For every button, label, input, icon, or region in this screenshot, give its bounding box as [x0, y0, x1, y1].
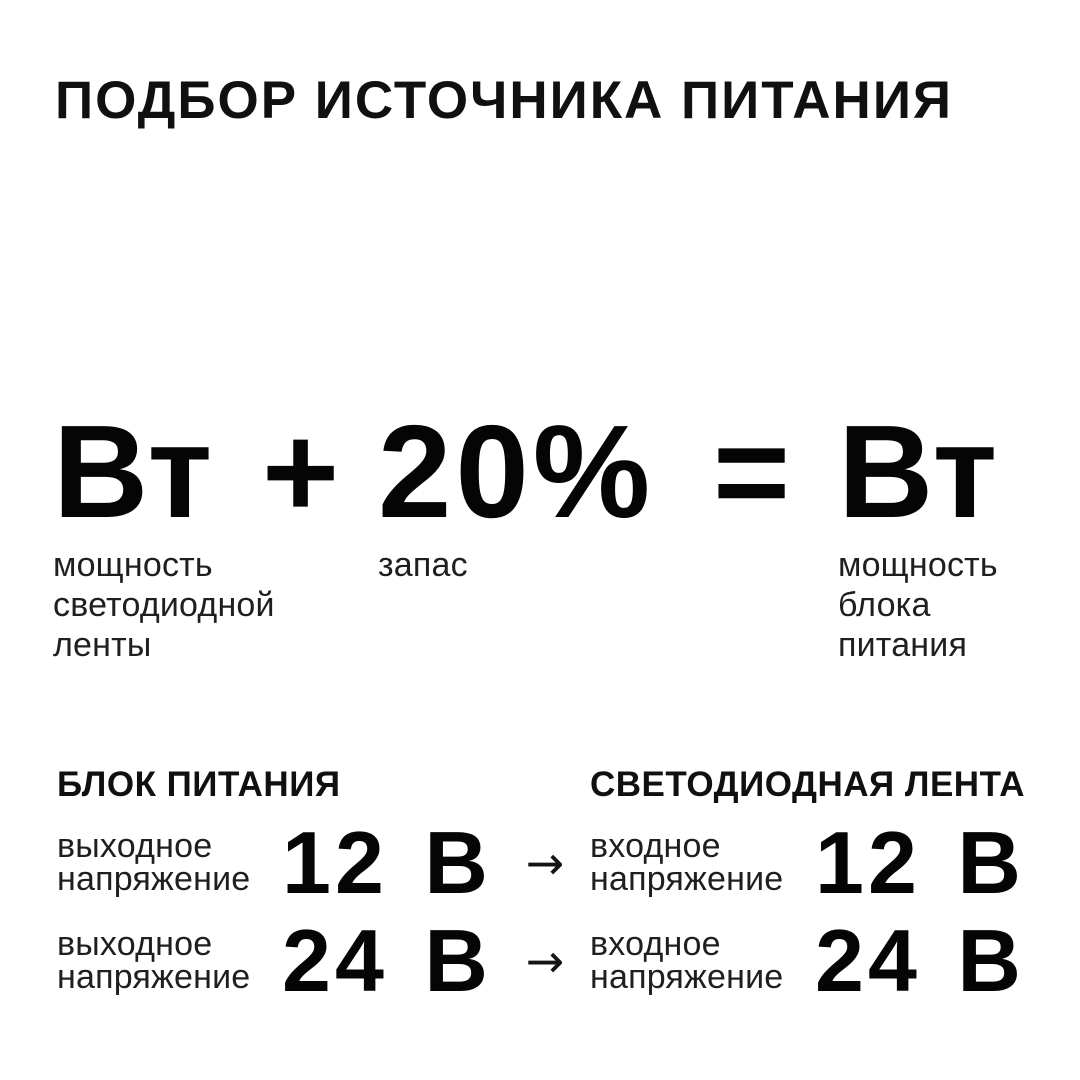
label-line: входное — [590, 827, 721, 865]
label-line: запас — [378, 546, 468, 584]
label-line: мощность — [53, 546, 213, 584]
label-line: мощность — [838, 546, 998, 584]
formula-term-psu-watts — [838, 398, 999, 665]
formula — [0, 398, 1080, 707]
label-line: выходное — [57, 925, 213, 963]
psu-voltage-row — [57, 913, 527, 1009]
output-voltage-value: 24 В — [282, 911, 492, 1010]
label-line: напряжение — [57, 860, 251, 898]
output-voltage-value: 12 В — [282, 813, 492, 912]
margin-label — [378, 545, 654, 585]
label-line: напряжение — [590, 958, 784, 996]
formula-term-margin — [378, 398, 655, 585]
right-arrow-icon: → — [525, 934, 565, 988]
led-voltage-row — [590, 815, 1060, 911]
psu-watts-label — [838, 545, 998, 665]
plus-operator: + — [262, 398, 340, 545]
voltage-comparison — [57, 760, 1047, 1040]
label-line: блока — [838, 586, 931, 624]
formula-term-strip-watts — [53, 398, 275, 665]
strip-watts-value: Вт — [53, 398, 214, 545]
equals-operator: = — [713, 398, 791, 545]
psu-voltage-row — [57, 815, 527, 911]
led-strip-column-header: СВЕТОДИОДНАЯ ЛЕНТА — [590, 765, 1026, 804]
psu-column-header: БЛОК ПИТАНИЯ — [57, 765, 341, 804]
led-voltage-row — [590, 913, 1060, 1009]
right-arrow-icon: → — [525, 836, 565, 890]
output-voltage-label — [57, 925, 282, 996]
margin-percent-value: 20% — [378, 398, 655, 545]
output-voltage-label — [57, 827, 282, 898]
label-line: ленты — [53, 626, 152, 664]
input-voltage-value: 12 В — [815, 813, 1025, 912]
input-voltage-value: 24 В — [815, 911, 1025, 1010]
psu-watts-value: Вт — [838, 398, 999, 545]
label-line: светодиодной — [53, 586, 275, 624]
label-line: напряжение — [57, 958, 251, 996]
strip-watts-label — [53, 545, 275, 665]
input-voltage-label — [590, 827, 815, 898]
label-line: входное — [590, 925, 721, 963]
label-line: выходное — [57, 827, 213, 865]
page-title: ПОДБОР ИСТОЧНИКА ПИТАНИЯ — [55, 71, 954, 130]
input-voltage-label — [590, 925, 815, 996]
label-line: питания — [838, 626, 968, 664]
label-line: напряжение — [590, 860, 784, 898]
